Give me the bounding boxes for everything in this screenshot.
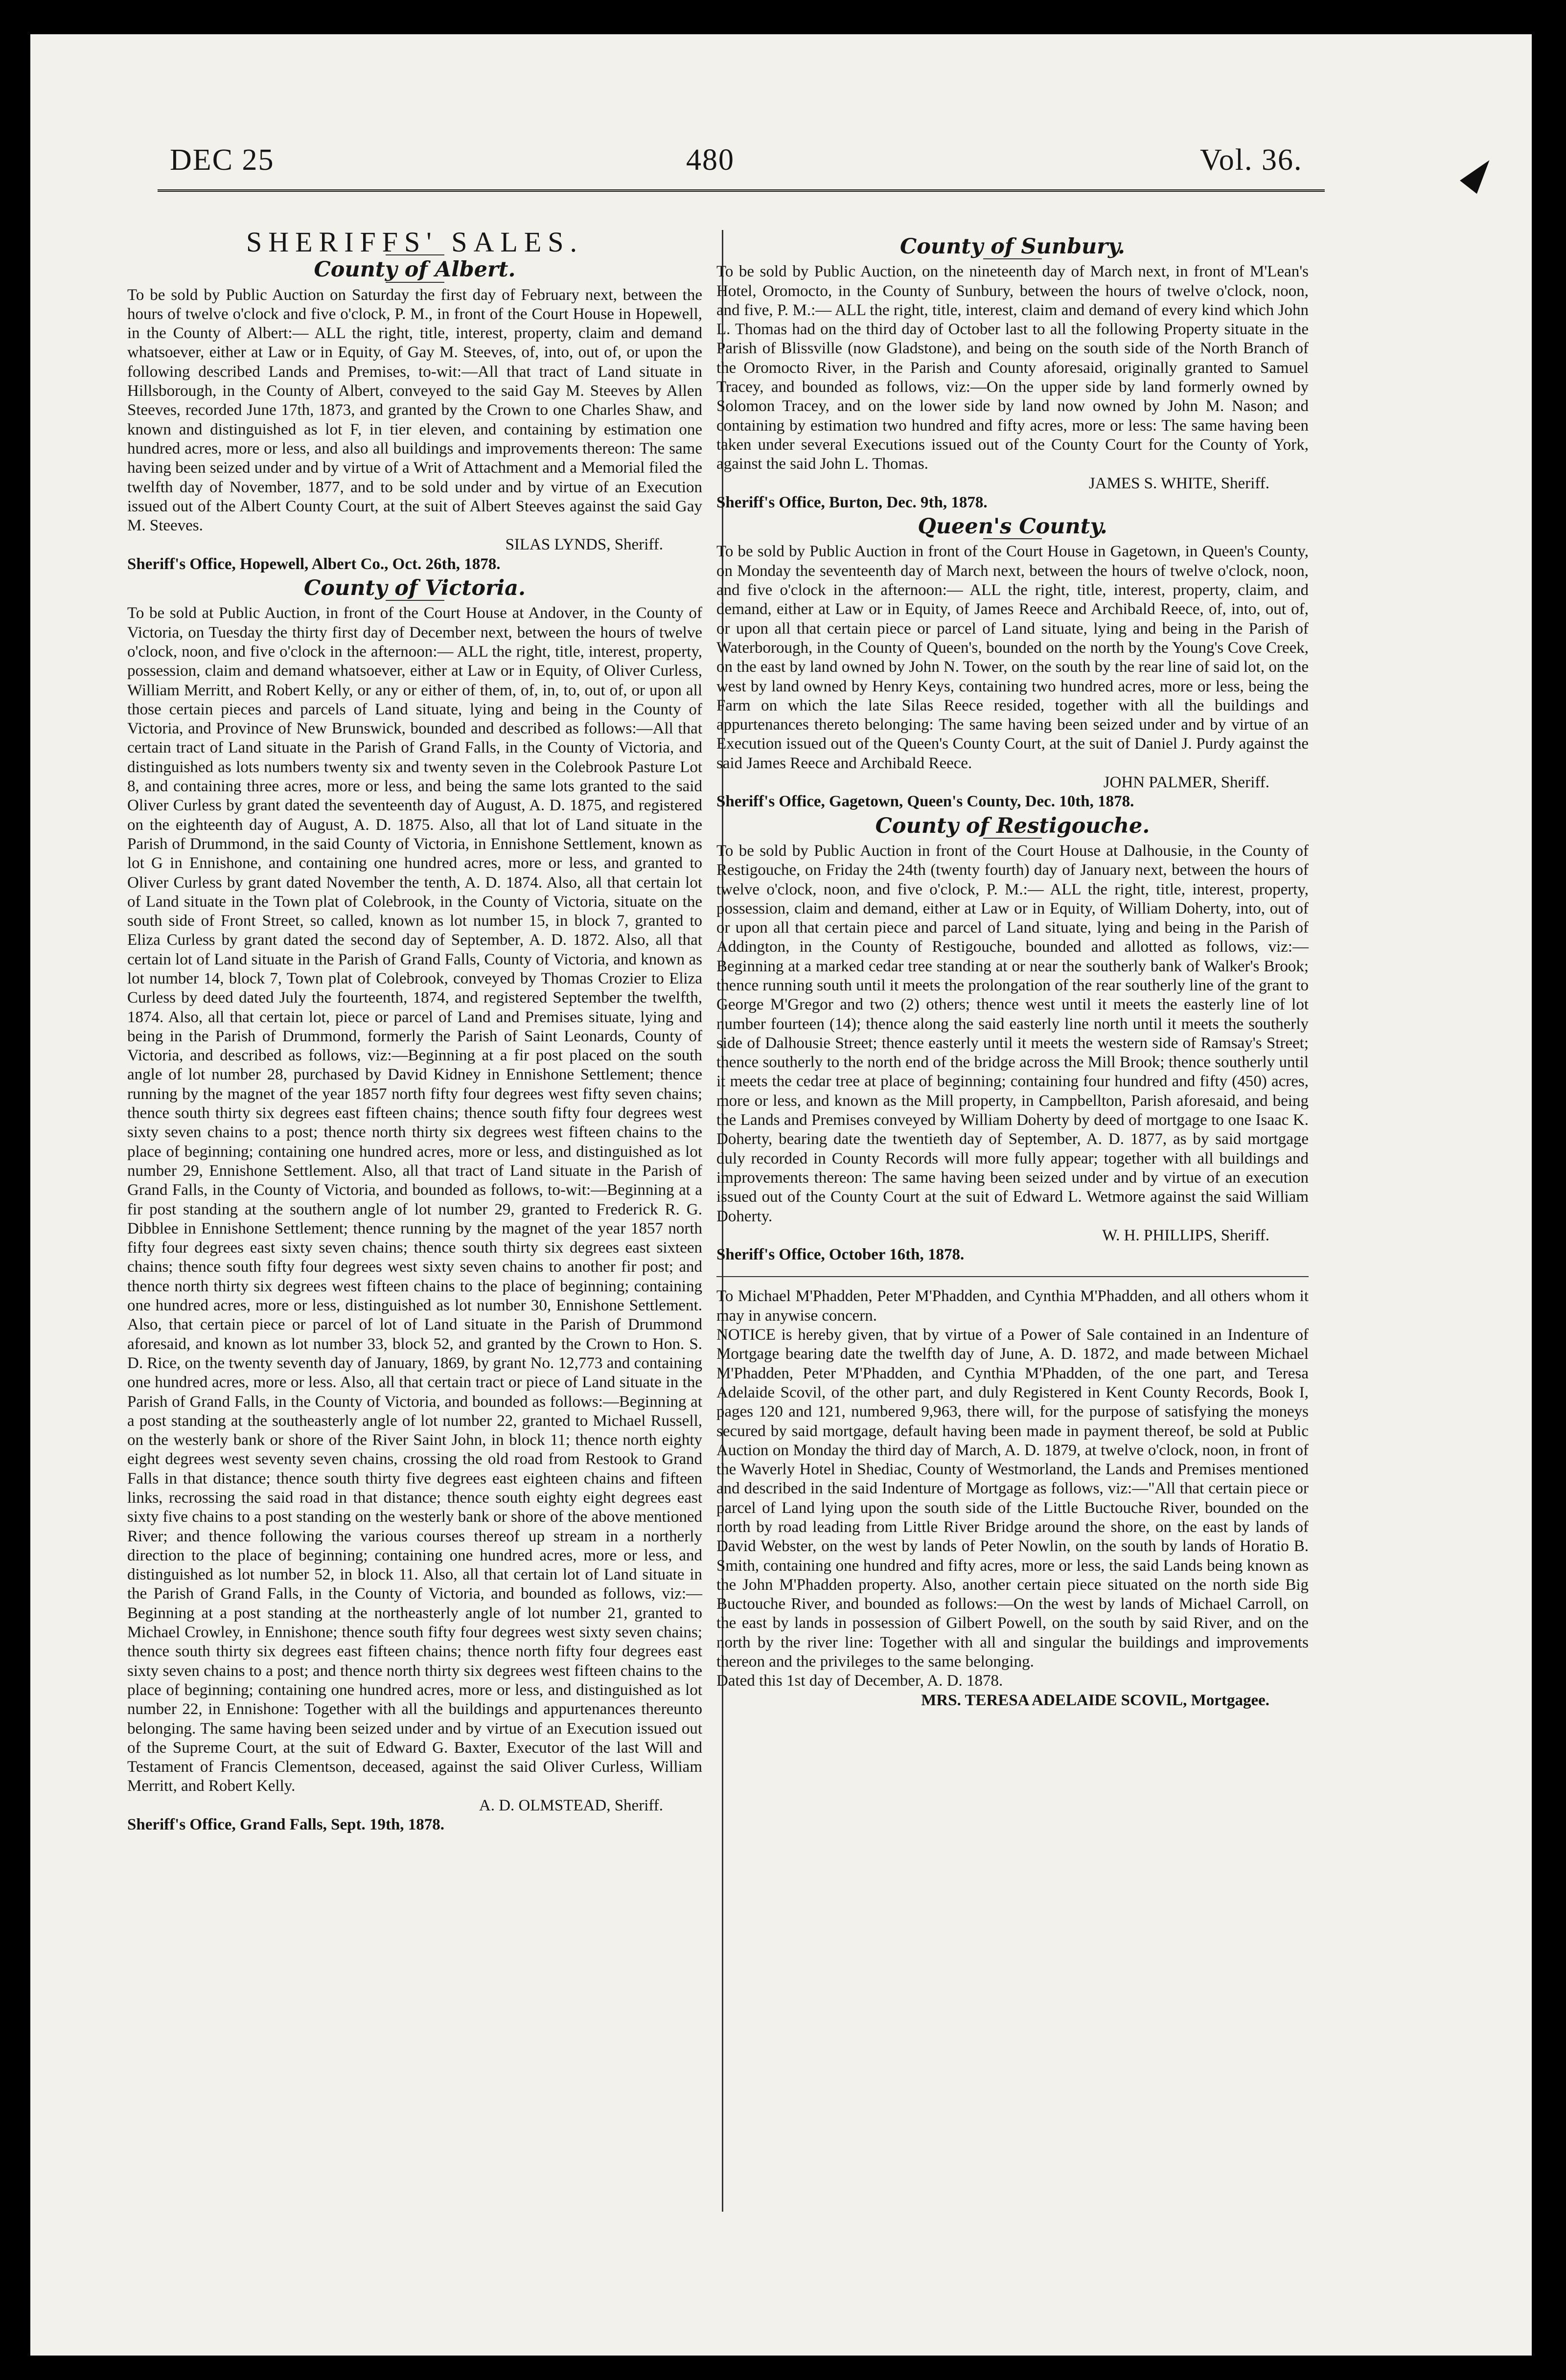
queens-signature: JOHN PALMER, Sheriff.	[1103, 774, 1269, 792]
albert-heading: County of Albert.	[314, 257, 516, 282]
mortgage-notice: NOTICE is hereby given, that by virtue of a Power of Sale contained in an Indenture of Mortgage bearing date the twelfth day of June, A. D. 1872, and made between Michael M'Phadden, Peter M'Phadden, and Cynthia M'Phadden, of the one part, and Teresa Adelaide Scovil, of the other part, and duly Registered in Kent County Records, Book I, pages 120 and 121, numbered 9,963, there will, for the purpose of satisfying the moneys secured by said mortgage, default having been made in payment thereof, be sold at Public Auction on Monday the third day of March, A. D. 1879, at twelve o'clock, noon, in front of the Waverly Hotel in Shediac, County of Westmorland, the Lands and Premises mentioned and described in the said Indenture of Mortgage as follows, viz:—"All that certain piece or parcel of Land lying upon the south side of the Little Buctouche River, bounded on the north by road leading from Little River Bridge around the shore, on the east by lands of David Webster, on the west by lands of Peter Nowlin, on the south by lands of Horatio B. Smith, containing one hundred and fifty acres, more or less, the said Lands being known as the John M'Phadden property. Also, another certain piece situated on the north side Big Buctouche River, and bounded as follows:—On the west by lands of Michael Carroll, on the east by lands in possession of Gilbert Powell, on the south by said River, and on the north by the river line: Together with all and singular the buildings and improvements thereon and the privileges to the same belonging.	[716, 1326, 1309, 1671]
mortgage-addressees: To Michael M'Phadden, Peter M'Phadden, and Cynthia M'Phadden, and all others whom it may in anywise concern.	[716, 1287, 1309, 1325]
header-rule	[158, 189, 1325, 192]
restigouche-notice: To be sold by Public Auction in front of the Court House at Dalhousie, in the County of Restigouche, on Friday the 24th (twenty fourth) day of January next, between the hours of twelve o'clock, noon, and five o'clock, P. M.:— ALL the right, title, interest, property, possession, claim and demand, either at Law or in Equity, of William Doherty, into, out of or upon all that certain piece and parcel of Land situate, lying and being in the Parish of Addington, in the County of Restigouche, bounded and allotted as follows, viz:—Beginning at a marked cedar tree standing at or near the southerly bank of Walker's Brook; thence running south until it meets the prolongation of the rear southerly line of the grant to George M'Gregor and two (2) others; thence west until it meets the easterly line of lot number fourteen (14); thence along the said easterly line north until it meets the southerly side of Dalhousie Street; thence easterly until it meets the western side of Ramsay's Street; thence southerly to the north end of the bridge across the Mill Brook; thence southerly until it meets the cedar tree at place of beginning; containing four hundred and fifty (450) acres, more or less, and known as the Mill property, in Campbellton, Parish aforesaid, and being the Lands and Premises conveyed by William Doherty by deed of mortgage to one Isaac K. Doherty, bearing date the twentieth day of September, A. D. 1877, as by said mortgage duly recorded in County Records will more fully appear; together with all buildings and improvements thereon: The same having been seized under and by virtue of an execution issued out of the County Court at the suit of Edward L. Wetmore against the said William Doherty.	[716, 842, 1309, 1225]
albert-notice: To be sold by Public Auction on Saturday the first day of February next, between the hours of twelve o'clock and five o'clock, P. M., in front of the Court House in Hopewell, in the County of Albert:— ALL the right, title, interest, property, claim and demand whatsoever, either at Law or in Equity, of Gay M. Steeves, of, into, out of, or upon the following described Lands and Premises, to-wit:—All that tract of Land situate in Hillsborough, in the County of Albert, conveyed to the said Gay M. Steeves by Allen Steeves, recorded June 17th, 1873, and granted by the Crown to one Charles Shaw, and known and distinguished as lot F, in tier eleven, and containing by estimation one hundred acres, more or less, and also all buildings and improvements thereon: The same having been seized under and by virtue of a Writ of Attachment and a Memorial filed the twelfth day of November, 1877, and to be sold under and by virtue of an Execution issued out of the Albert County Court, at the suit of Albert Steeves against the said Gay M. Steeves.	[127, 286, 702, 535]
notice-separator	[716, 1276, 1309, 1277]
sunbury-signature: JAMES S. WHITE, Sheriff.	[1088, 474, 1269, 492]
sunbury-notice: To be sold by Public Auction, on the nineteenth day of March next, in front of M'Lean's Hotel, Oromocto, in the County of Sunbury, between the hours of twelve o'clock, noon, and five, P. M.:— ALL the right, title, interest, claim and demand of every kind which John L. Thomas had on the third day of October last to all the following Property situate in the Parish of Blissville (now Gladstone), and being on the south side of the North Branch of the Oromocto River, in the Parish and County aforesaid, originally granted to Samuel Tracey, and bounded as follows, viz:—On the upper side by land formerly owned by Solomon Tracey, and on the lower side by land now owned by John M. Nason; and containing by estimation two hundred and fifty acres, more or less: The same having been taken under several Executions issued out of the County Court for the County of York, against the said John L. Thomas.	[716, 263, 1309, 473]
section-title: SHERIFFS' SALES.	[246, 226, 584, 258]
mortgage-dated: Dated this 1st day of December, A. D. 1878.	[716, 1672, 1003, 1690]
page-number: 480	[686, 143, 735, 177]
queens-notice: To be sold by Public Auction in front of the Court House in Gagetown, in Queen's County, on Monday the seventeenth day of March next, between the hours of twelve o'clock, noon, and five o'clock in the afternoon:— ALL the right, title, interest, property, claim, and demand, either at Law or in Equity, of James Reece and Archibald Reece, of, into, out of, or upon all that certain piece or parcel of Land situate, lying and being in the Parish of Waterborough, in the County of Queen's, bounded on the north by the Young's Cove Creek, on the east by land owned by John N. Tower, on the south by the rear line of said lot, on the west by land owned by Henry Keys, containing two hundred acres, more or less, being the Farm on which the late Silas Reece resided, together with all the buildings and appurtenances thereto belonging: The same having been seized under and by virtue of an Execution issued out of the Queen's County Court, at the suit of Daniel J. Purdy against the said James Reece and Archibald Reece.	[716, 543, 1309, 772]
right-column	[716, 232, 1309, 1710]
restigouche-signature: W. H. PHILLIPS, Sheriff.	[1102, 1226, 1269, 1244]
victoria-signature: A. D. OLMSTEAD, Sheriff.	[479, 1796, 663, 1814]
victoria-notice: To be sold at Public Auction, in front of the Court House at Andover, in the County of Victoria, on Tuesday the thirty first day of December next, between the hours of twelve o'clock, noon, and five o'clock in the afternoon:— ALL the right, title, interest, property, possession, claim and demand whatsoever, either at Law or in Equity, of Oliver Curless, William Merritt, and Robert Kelly, or any or either of them, of, in, to, out of, or upon all those certain pieces and parcels of Land situate, lying and being in the County of Victoria, and Province of New Brunswick, bounded and described as follows:—All that certain tract of Land situate in the Parish of Grand Falls, in the County of Victoria, and distinguished as lots numbers twenty six and twenty seven in the Colebrook Pasture Lot 8, and containing three acres, more or less, and being the same lots granted to the said Oliver Curless by grant dated the seventeenth day of August, A. D. 1875, and registered on the eighteenth day of August, A. D. 1875. Also, all that lot of Land situate in the Parish of Drummond, in the said County of Victoria, in Ennishone Settlement, known as lot G in Ennishone, and containing one hundred acres, more or less, and granted to Oliver Curless by grant dated November the tenth, A. D. 1874. Also, all that certain lot of Land situate in the Town plat of Colebrook, in the County of Victoria, situate on the south side of Front Street, so called, known as lot number 15, in block 7, granted to Eliza Curless by grant dated the second day of September, A. D. 1872. Also, all that certain lot of Land situate in the Parish of Grand Falls, County of Victoria, and known as lot number 14, block 7, Town plat of Colebrook, conveyed by Thomas Crozier to Eliza Curless by deed dated July the fourteenth, 1874, and registered September the twelfth, 1874. Also, all that certain lot, piece or parcel of Land and Premises situate, lying and being in the Parish of Drummond, formerly the Parish of Saint Leonards, County of Victoria, and described as follows, viz:—Beginning at a fir post placed on the south angle of lot number 28, purchased by David Kidney in Ennishone Settlement; thence running by the magnet of the year 1857 north fifty four degrees west fifty seven chains; thence south thirty six degrees east fifteen chains; thence south fifty four degrees west sixty seven chains to a post; thence north thirty six degrees west fifteen chains to the place of beginning; containing one hundred acres, more or less, and distinguished as lot number 29, Ennishone Settlement. Also, all that tract of Land situate in the Parish of Grand Falls, in the County of Victoria, and bounded as follows, to-wit:—Beginning at a fir post standing at the southern angle of lot number 29, granted to Frederick R. G. Dibblee in Ennishone Settlement; thence running by the magnet of the year 1857 north fifty four degrees east sixty seven chains; thence south thirty six degrees east sixteen chains; thence south fifty four degrees west sixty seven chains to another fir post; and thence north thirty six degrees west fifteen chains to the place of beginning; containing one hundred acres, more or less, distinguished as lot number 30, Ennishone Settlement. Also, that certain piece or parcel of lot of Land situate in the Parish of Drummond aforesaid, and known as lot number 33, block 52, and granted by the Crown to Hon. S. D. Rice, on the twenty seventh day of January, 1869, by grant No. 12,773 and containing one hundred acres, more or less. Also, all that certain tract or piece of Land situate in the Parish of Grand Falls, in the County of Victoria, and bounded as follows:—Beginning at a post standing at the southeasterly angle of lot number 22, granted to Michael Russell, on the westerly bank or shore of the River Saint John, in block 11; thence north eighty eight degrees west seventy seven chains, crossing the old road from Restook to Grand Falls in that distance; thence south thirty five degrees east eighteen chains and fifteen links, recrossing the said road in that distance; thence south eighty eight degrees east sixty five chains to a post standing on the westerly bank or shore of the above mentioned River; and thence following the various courses thereof up stream in a northerly direction to the place of beginning; containing one hundred acres, more or less, and distinguished as lot number 52, in block 11. Also, all that certain lot of Land situate in the Parish of Grand Falls, in the County of Victoria, and bounded as follows, viz:—Beginning at a post standing at the northeasterly angle of lot number 21, granted to Michael Crowley, in Ennishone; thence south fifty four degrees west sixty seven chains; thence south thirty six degrees east fifteen chains; thence north fifty four degrees east sixty seven chains to a post; and thence north thirty six degrees west fifteen chains to the place of beginning; containing one hundred acres, more or less, and distinguished as lot number 22, in Ennishone: Together with all the buildings and appurtenances thereunto belonging. The same having been seized under and by virtue of an Execution issued out of the Supreme Court, at the suit of Edward G. Baxter, Executor of the last Will and Testament of Francis Clementson, deceased, against the said Oliver Curless, William Merritt, and Robert Kelly.	[127, 604, 702, 1795]
victoria-office: Sheriff's Office, Grand Falls, Sept. 19th, 1878.	[127, 1816, 445, 1834]
albert-signature: SILAS LYNDS, Sheriff.	[505, 536, 663, 554]
queens-heading: Queen's County.	[918, 514, 1107, 539]
queens-office: Sheriff's Office, Gagetown, Queen's County, Dec. 10th, 1878.	[716, 793, 1134, 811]
corner-mark	[1460, 154, 1498, 194]
left-column	[127, 226, 702, 1834]
issue-date: DEC 25	[170, 143, 275, 177]
sunbury-office: Sheriff's Office, Burton, Dec. 9th, 1878.	[716, 493, 988, 511]
newspaper-page	[30, 34, 1532, 2356]
volume-number: Vol. 36.	[1200, 143, 1303, 177]
restigouche-office: Sheriff's Office, October 16th, 1878.	[716, 1246, 965, 1264]
mortgagee-signature: MRS. TERESA ADELAIDE SCOVIL, Mortgagee.	[921, 1691, 1269, 1709]
victoria-heading: County of Victoria.	[304, 576, 526, 601]
restigouche-heading: County of Restigouche.	[875, 813, 1150, 838]
sunbury-heading: County of Sunbury.	[900, 234, 1125, 259]
albert-office: Sheriff's Office, Hopewell, Albert Co., Oct. 26th, 1878.	[127, 555, 501, 573]
